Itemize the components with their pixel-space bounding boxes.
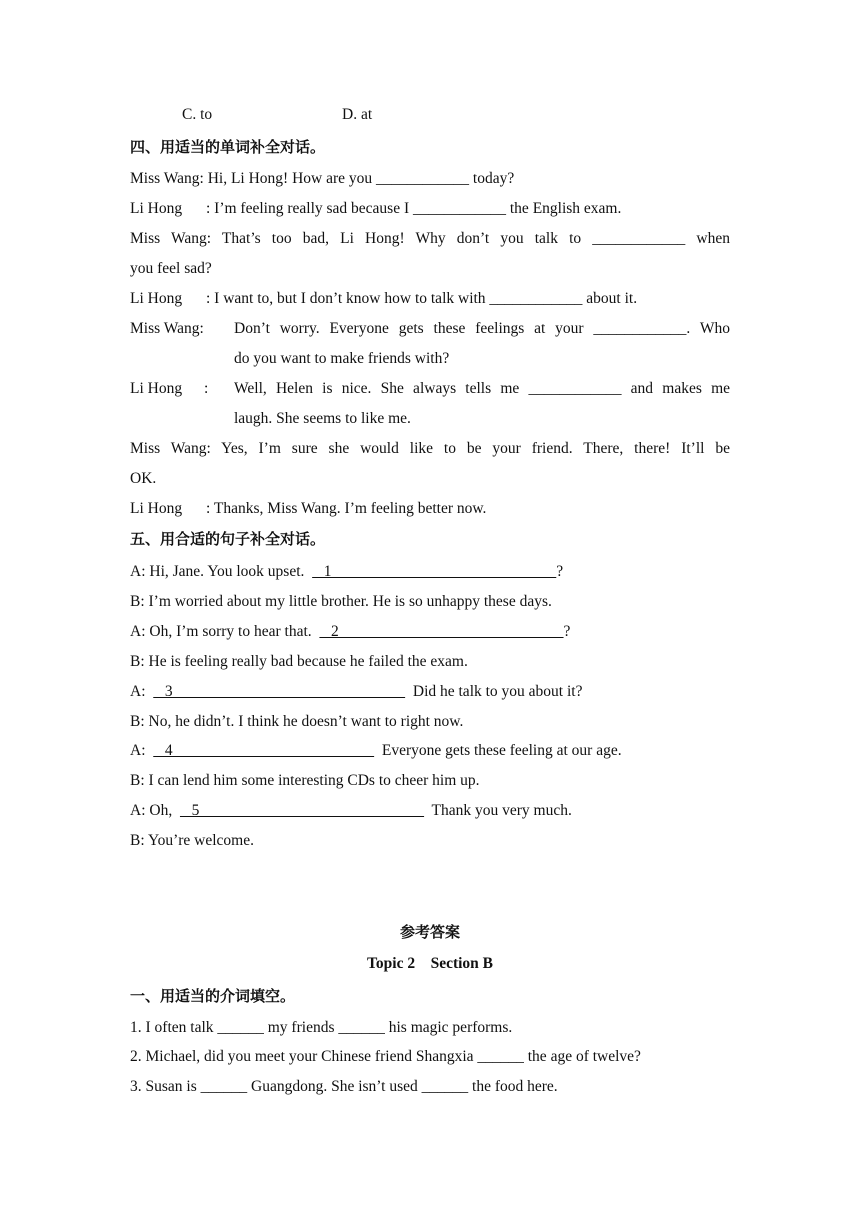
speaker: Li Hong bbox=[130, 290, 183, 307]
answers-subtitle: Topic 2 Section B bbox=[366, 955, 494, 972]
dialog-line: A: Hi, Jane. You look upset. 1 ? bbox=[130, 563, 564, 580]
question-line: 2. Michael, did you meet your Chinese friend Shangxia ______ the age of twelve? bbox=[130, 1048, 641, 1065]
answer-blank: 2 bbox=[319, 623, 564, 640]
speaker-colon: : bbox=[204, 380, 209, 397]
dialog-line-cont: you feel sad? bbox=[130, 260, 212, 277]
dialog-text: : I’m feeling really sad because I ____________ the English exam. bbox=[206, 200, 622, 217]
section4-title: 四、用适当的单词补全对话。 bbox=[130, 138, 326, 156]
dialog-line: A: Oh, 5 Thank you very much. bbox=[130, 802, 572, 819]
answer-blank: 3 bbox=[153, 683, 406, 700]
dialog-text: Don’t worry. Everyone gets these feelings at your ____________. Who bbox=[234, 320, 730, 337]
answers-section1-title: 一、用适当的介词填空。 bbox=[130, 987, 296, 1005]
option-c: C. to bbox=[182, 106, 213, 123]
dialog-text: : Thanks, Miss Wang. I’m feeling better now. bbox=[206, 500, 487, 517]
dialog-line: Miss Wang: Yes, I’m sure she would like to be your friend. There, there! It’ll be bbox=[130, 440, 730, 457]
dialog-line: Miss Wang: Hi, Li Hong! How are you ____________ today? bbox=[130, 170, 515, 187]
answer-blank: 4 bbox=[153, 742, 375, 759]
dialog-line-cont: OK. bbox=[130, 470, 157, 487]
dialog-text: Well, Helen is nice. She always tells me ____________ and makes me bbox=[234, 380, 730, 397]
option-d: D. at bbox=[342, 106, 373, 123]
speaker: Li Hong bbox=[130, 380, 183, 397]
dialog-text: : I want to, but I don’t know how to talk with ____________ about it. bbox=[206, 290, 638, 307]
speaker: Li Hong bbox=[130, 500, 183, 517]
dialog-line: B: No, he didn’t. I think he doesn’t want to right now. bbox=[130, 713, 464, 730]
dialog-line-cont: laugh. She seems to like me. bbox=[234, 410, 411, 427]
speaker: Li Hong bbox=[130, 200, 183, 217]
dialog-line bbox=[130, 289, 730, 309]
section5-title: 五、用合适的句子补全对话。 bbox=[130, 530, 326, 548]
dialog-line: A: 3 Did he talk to you about it? bbox=[130, 683, 583, 700]
answer-blank: 5 bbox=[179, 802, 425, 819]
question-line: 1. I often talk ______ my friends ______ his magic performs. bbox=[130, 1019, 513, 1036]
dialog-line: B: You’re welcome. bbox=[130, 832, 254, 849]
answers-title: 参考答案 bbox=[399, 923, 460, 941]
dialog-line: A: Oh, I’m sorry to hear that. 2 ? bbox=[130, 623, 571, 640]
dialog-line: Miss Wang: That’s too bad, Li Hong! Why don’t you talk to ____________ when bbox=[130, 230, 730, 247]
dialog-line: A: 4 Everyone gets these feeling at our age. bbox=[130, 742, 622, 759]
dialog-line-cont: do you want to make friends with? bbox=[234, 350, 450, 367]
dialog-line bbox=[130, 499, 730, 519]
dialog-line: B: I can lend him some interesting CDs to cheer him up. bbox=[130, 772, 480, 789]
dialog-line: B: He is feeling really bad because he failed the exam. bbox=[130, 653, 468, 670]
question-line: 3. Susan is ______ Guangdong. She isn’t used ______ the food here. bbox=[130, 1078, 558, 1095]
answer-blank: 1 bbox=[312, 563, 557, 580]
dialog-line bbox=[130, 199, 730, 219]
dialog-line: B: I’m worried about my little brother. He is so unhappy these days. bbox=[130, 593, 552, 610]
speaker: Miss Wang: bbox=[130, 320, 204, 337]
